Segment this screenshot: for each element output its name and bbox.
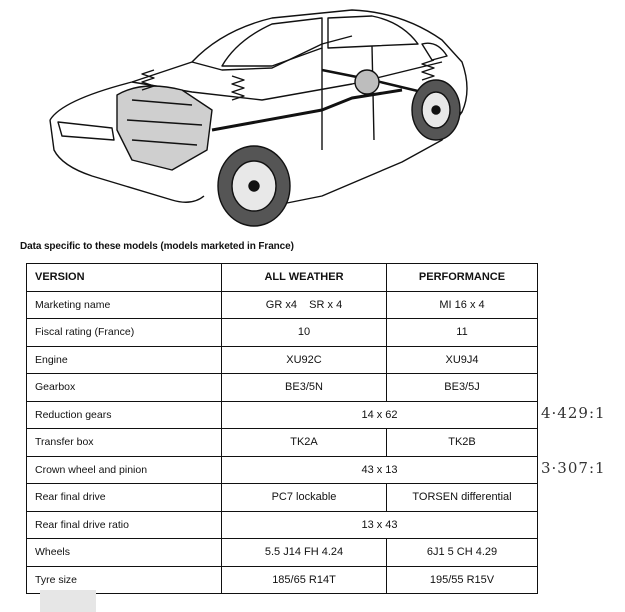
shared-cell: 14 x 62 (222, 401, 538, 429)
table-row (27, 374, 538, 402)
all-weather-cell: BE3/5N (222, 374, 387, 402)
table-row (27, 539, 538, 567)
table-row (27, 511, 538, 539)
row-label: Wheels (27, 539, 222, 567)
all-weather-cell: PC7 lockable (222, 484, 387, 512)
all-weather-cell: GR x4 SR x 4 (222, 291, 387, 319)
header-version: VERSION (27, 264, 222, 292)
table-row (27, 319, 538, 347)
performance-cell: 195/55 R15V (387, 566, 538, 594)
all-weather-cell: 5.5 J14 FH 4.24 (222, 539, 387, 567)
table-row (27, 456, 538, 484)
row-label: Rear final drive ratio (27, 511, 222, 539)
all-weather-cell: 10 (222, 319, 387, 347)
table-row (27, 291, 538, 319)
header-performance: PERFORMANCE (387, 264, 538, 292)
rear-wheel-drawing (412, 80, 460, 140)
all-weather-cell: 185/65 R14T (222, 566, 387, 594)
car-cutaway-illustration (22, 0, 492, 232)
table-row (27, 484, 538, 512)
row-label: Engine (27, 346, 222, 374)
scan-artifact (40, 590, 96, 612)
front-wheel-drawing (218, 146, 290, 226)
table-row (27, 401, 538, 429)
table-header-row (27, 264, 538, 292)
table-caption: Data specific to these models (models marketed in France) (20, 241, 294, 252)
row-label: Reduction gears (27, 401, 222, 429)
all-weather-cell: XU92C (222, 346, 387, 374)
row-label: Gearbox (27, 374, 222, 402)
specification-table (26, 263, 538, 594)
row-label: Tyre size (27, 566, 222, 594)
all-weather-cell: TK2A (222, 429, 387, 457)
table-row (27, 346, 538, 374)
performance-cell: BE3/5J (387, 374, 538, 402)
performance-cell: 11 (387, 319, 538, 347)
performance-cell: MI 16 x 4 (387, 291, 538, 319)
shared-cell: 13 x 43 (222, 511, 538, 539)
table-row (27, 566, 538, 594)
handwritten-reduction-ratio: 4·429:1 (541, 404, 606, 422)
performance-cell: TK2B (387, 429, 538, 457)
row-label: Crown wheel and pinion (27, 456, 222, 484)
performance-cell: 6J1 5 CH 4.29 (387, 539, 538, 567)
row-label: Transfer box (27, 429, 222, 457)
table-row (27, 429, 538, 457)
row-label: Marketing name (27, 291, 222, 319)
handwritten-crown-ratio: 3·307:1 (541, 459, 606, 477)
row-label: Rear final drive (27, 484, 222, 512)
shared-cell: 43 x 13 (222, 456, 538, 484)
row-label: Fiscal rating (France) (27, 319, 222, 347)
performance-cell: TORSEN differential (387, 484, 538, 512)
header-all-weather: ALL WEATHER (222, 264, 387, 292)
performance-cell: XU9J4 (387, 346, 538, 374)
